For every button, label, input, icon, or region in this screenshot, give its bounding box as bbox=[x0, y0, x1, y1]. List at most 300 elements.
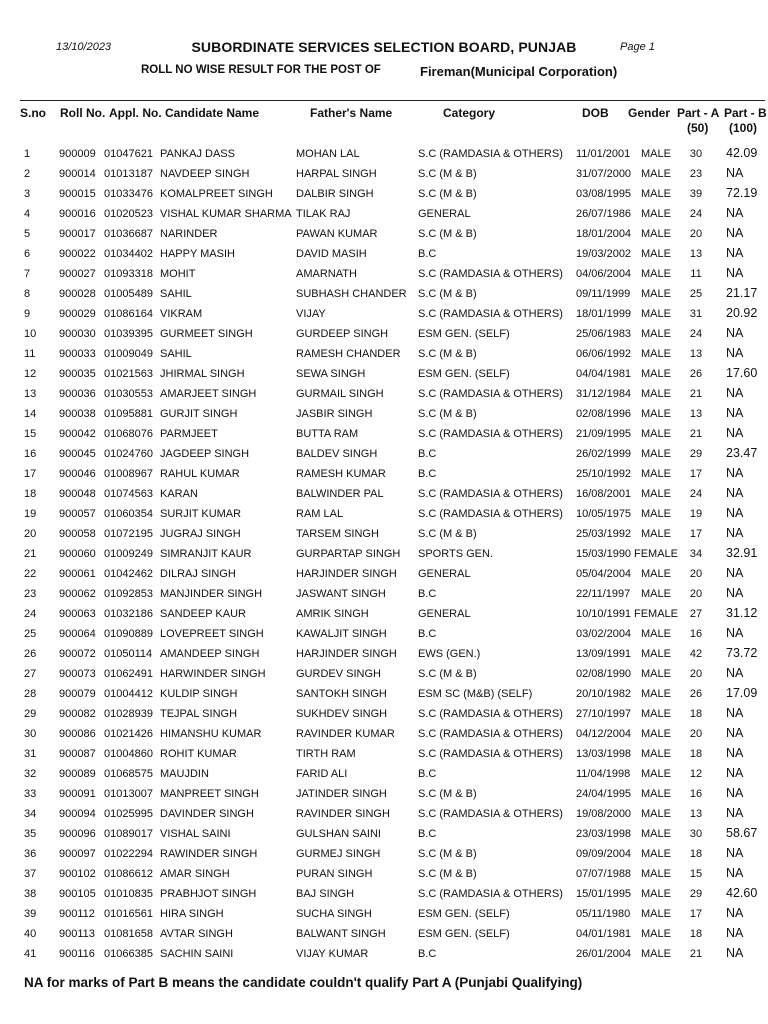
cell-roll-no: 900072 bbox=[59, 648, 96, 660]
cell-dob: 04/01/1981 bbox=[576, 928, 632, 940]
cell-appl-no: 01081658 bbox=[104, 928, 153, 940]
cell-category: EWS (GEN.) bbox=[418, 648, 481, 660]
cell-dob: 11/04/1998 bbox=[576, 768, 631, 780]
table-row bbox=[0, 425, 768, 445]
cell-dob: 11/01/2001 bbox=[576, 148, 631, 160]
cell-candidate-name: SACHIN SAINI bbox=[160, 948, 234, 960]
cell-category: B.C bbox=[418, 948, 437, 960]
cell-gender: MALE bbox=[641, 348, 671, 360]
cell-sno: 41 bbox=[24, 948, 37, 960]
cell-roll-no: 900094 bbox=[59, 808, 96, 820]
cell-father-name: BAJ SINGH bbox=[296, 888, 355, 900]
cell-gender: MALE bbox=[641, 888, 671, 900]
cell-father-name: VIJAY KUMAR bbox=[296, 948, 369, 960]
cell-category: S.C (M & B) bbox=[418, 788, 477, 800]
cell-part-b: NA bbox=[726, 466, 744, 480]
table-row bbox=[0, 665, 768, 685]
cell-part-a: 30 bbox=[689, 828, 703, 840]
cell-dob: 16/08/2001 bbox=[576, 488, 632, 500]
cell-part-a: 20 bbox=[689, 568, 703, 580]
cell-father-name: FARID ALI bbox=[296, 768, 348, 780]
cell-dob: 19/08/2000 bbox=[576, 808, 632, 820]
cell-part-a: 20 bbox=[689, 668, 703, 680]
table-row bbox=[0, 385, 768, 405]
cell-part-a: 29 bbox=[689, 448, 703, 460]
cell-roll-no: 900079 bbox=[59, 688, 96, 700]
cell-appl-no: 01033476 bbox=[104, 188, 153, 200]
cell-sno: 27 bbox=[24, 668, 37, 680]
cell-part-a: 34 bbox=[689, 548, 703, 560]
cell-candidate-name: SAHIL bbox=[160, 288, 192, 300]
cell-roll-no: 900015 bbox=[59, 188, 96, 200]
cell-roll-no: 900073 bbox=[59, 668, 96, 680]
cell-part-b: 20.92 bbox=[726, 306, 758, 320]
cell-part-b: NA bbox=[726, 786, 744, 800]
cell-candidate-name: SANDEEP KAUR bbox=[160, 608, 246, 620]
cell-part-a: 17 bbox=[689, 528, 703, 540]
cell-candidate-name: DILRAJ SINGH bbox=[160, 568, 236, 580]
cell-appl-no: 01095881 bbox=[104, 408, 153, 420]
cell-roll-no: 900102 bbox=[59, 868, 96, 880]
cell-gender: MALE bbox=[641, 568, 671, 580]
cell-candidate-name: PANKAJ DASS bbox=[160, 148, 235, 160]
cell-dob: 02/08/1996 bbox=[576, 408, 632, 420]
cell-roll-no: 900064 bbox=[59, 628, 96, 640]
table-row bbox=[0, 925, 768, 945]
cell-gender: MALE bbox=[641, 408, 671, 420]
cell-father-name: GURMAIL SINGH bbox=[296, 388, 384, 400]
cell-gender: MALE bbox=[641, 268, 671, 280]
cell-part-b: NA bbox=[726, 326, 744, 340]
cell-appl-no: 01030553 bbox=[104, 388, 153, 400]
cell-roll-no: 900029 bbox=[59, 308, 96, 320]
cell-appl-no: 01066385 bbox=[104, 948, 153, 960]
cell-sno: 15 bbox=[24, 428, 37, 440]
cell-category: B.C bbox=[418, 628, 437, 640]
cell-part-a: 13 bbox=[689, 808, 703, 820]
post-name: Fireman(Municipal Corporation) bbox=[420, 64, 618, 79]
table-row bbox=[0, 865, 768, 885]
cell-category: B.C bbox=[418, 828, 437, 840]
cell-father-name: HARPAL SINGH bbox=[296, 168, 377, 180]
cell-category: ESM GEN. (SELF) bbox=[418, 328, 510, 340]
cell-part-b: 23.47 bbox=[726, 446, 758, 460]
col-appl: Appl. No. bbox=[109, 106, 162, 120]
cell-sno: 38 bbox=[24, 888, 37, 900]
cell-part-b: 42.09 bbox=[726, 146, 758, 160]
cell-category: ESM GEN. (SELF) bbox=[418, 368, 510, 380]
cell-dob: 04/12/2004 bbox=[576, 728, 632, 740]
cell-dob: 18/01/1999 bbox=[576, 308, 632, 320]
cell-appl-no: 01013187 bbox=[104, 168, 153, 180]
cell-category: B.C bbox=[418, 248, 437, 260]
cell-candidate-name: AMARJEET SINGH bbox=[160, 388, 257, 400]
cell-category: GENERAL bbox=[418, 208, 471, 220]
cell-father-name: SANTOKH SINGH bbox=[296, 688, 387, 700]
cell-father-name: RAM LAL bbox=[296, 508, 344, 520]
result-subtitle: ROLL NO WISE RESULT FOR THE POST OF bbox=[141, 64, 381, 76]
cell-part-a: 26 bbox=[689, 368, 703, 380]
cell-sno: 9 bbox=[24, 308, 31, 320]
cell-appl-no: 01034402 bbox=[104, 248, 153, 260]
cell-dob: 09/09/2004 bbox=[576, 848, 632, 860]
cell-gender: MALE bbox=[641, 788, 671, 800]
cell-part-b: NA bbox=[726, 806, 744, 820]
cell-sno: 26 bbox=[24, 648, 37, 660]
result-table bbox=[0, 145, 768, 965]
cell-category: S.C (RAMDASIA & OTHERS) bbox=[418, 728, 563, 740]
cell-appl-no: 01025995 bbox=[104, 808, 153, 820]
cell-category: S.C (RAMDASIA & OTHERS) bbox=[418, 268, 563, 280]
cell-candidate-name: HAPPY MASIH bbox=[160, 248, 235, 260]
cell-father-name: BUTTA RAM bbox=[296, 428, 359, 440]
cell-category: B.C bbox=[418, 448, 437, 460]
cell-candidate-name: MANPREET SINGH bbox=[160, 788, 259, 800]
cell-father-name: GULSHAN SAINI bbox=[296, 828, 381, 840]
col-category: Category bbox=[443, 106, 496, 120]
cell-appl-no: 01020523 bbox=[104, 208, 153, 220]
cell-part-a: 27 bbox=[689, 608, 703, 620]
cell-roll-no: 900063 bbox=[59, 608, 96, 620]
cell-roll-no: 900038 bbox=[59, 408, 96, 420]
cell-appl-no: 01032186 bbox=[104, 608, 153, 620]
cell-dob: 10/10/1991 bbox=[576, 608, 632, 620]
cell-part-a: 11 bbox=[690, 268, 702, 280]
table-row bbox=[0, 845, 768, 865]
cell-roll-no: 900057 bbox=[59, 508, 96, 520]
cell-gender: MALE bbox=[641, 748, 671, 760]
cell-dob: 31/07/2000 bbox=[576, 168, 632, 180]
cell-candidate-name: KOMALPREET SINGH bbox=[160, 188, 273, 200]
cell-part-a: 20 bbox=[689, 228, 703, 240]
cell-part-a: 21 bbox=[689, 388, 703, 400]
cell-dob: 25/10/1992 bbox=[576, 468, 632, 480]
cell-category: S.C (RAMDASIA & OTHERS) bbox=[418, 808, 563, 820]
cell-sno: 36 bbox=[24, 848, 37, 860]
cell-category: GENERAL bbox=[418, 568, 471, 580]
cell-roll-no: 900082 bbox=[59, 708, 96, 720]
cell-father-name: DAVID MASIH bbox=[296, 248, 367, 260]
cell-part-b: NA bbox=[726, 946, 744, 960]
cell-gender: MALE bbox=[641, 688, 671, 700]
cell-gender: MALE bbox=[641, 428, 671, 440]
cell-father-name: JASBIR SINGH bbox=[296, 408, 373, 420]
table-row bbox=[0, 585, 768, 605]
col-gender: Gender bbox=[628, 106, 671, 120]
cell-gender: MALE bbox=[641, 288, 671, 300]
cell-part-b: NA bbox=[726, 626, 744, 640]
cell-part-a: 21 bbox=[689, 948, 703, 960]
cell-appl-no: 01004860 bbox=[104, 748, 153, 760]
cell-roll-no: 900058 bbox=[59, 528, 96, 540]
table-row bbox=[0, 905, 768, 925]
cell-appl-no: 01068076 bbox=[104, 428, 153, 440]
cell-appl-no: 01068575 bbox=[104, 768, 153, 780]
header-rule bbox=[20, 100, 765, 101]
cell-appl-no: 01050114 bbox=[104, 648, 153, 660]
cell-candidate-name: SAHIL bbox=[160, 348, 192, 360]
cell-candidate-name: RAHUL KUMAR bbox=[160, 468, 240, 480]
cell-category: S.C (RAMDASIA & OTHERS) bbox=[418, 508, 563, 520]
cell-roll-no: 900112 bbox=[59, 908, 95, 920]
table-row bbox=[0, 165, 768, 185]
cell-part-a: 21 bbox=[689, 428, 703, 440]
cell-appl-no: 01016561 bbox=[104, 908, 153, 920]
cell-father-name: PURAN SINGH bbox=[296, 868, 373, 880]
cell-roll-no: 900022 bbox=[59, 248, 96, 260]
table-row bbox=[0, 265, 768, 285]
cell-part-b: NA bbox=[726, 866, 744, 880]
cell-father-name: TIRTH RAM bbox=[296, 748, 356, 760]
cell-roll-no: 900030 bbox=[59, 328, 96, 340]
cell-dob: 03/02/2004 bbox=[576, 628, 632, 640]
cell-appl-no: 01009049 bbox=[104, 348, 153, 360]
cell-father-name: VIJAY bbox=[296, 308, 326, 320]
cell-roll-no: 900036 bbox=[59, 388, 96, 400]
cell-category: S.C (RAMDASIA & OTHERS) bbox=[418, 428, 563, 440]
cell-part-b: NA bbox=[726, 846, 744, 860]
cell-gender: MALE bbox=[641, 488, 671, 500]
cell-part-a: 24 bbox=[689, 208, 703, 220]
cell-appl-no: 01021426 bbox=[104, 728, 153, 740]
cell-candidate-name: ROHIT KUMAR bbox=[160, 748, 237, 760]
cell-dob: 05/04/2004 bbox=[576, 568, 632, 580]
cell-sno: 3 bbox=[24, 188, 31, 200]
cell-candidate-name: LOVEPREET SINGH bbox=[160, 628, 264, 640]
cell-gender: MALE bbox=[641, 188, 671, 200]
cell-candidate-name: GURMEET SINGH bbox=[160, 328, 253, 340]
cell-father-name: BALDEV SINGH bbox=[296, 448, 378, 460]
cell-candidate-name: HIRA SINGH bbox=[160, 908, 224, 920]
cell-category: GENERAL bbox=[418, 608, 471, 620]
cell-part-b: NA bbox=[726, 526, 744, 540]
cell-appl-no: 01060354 bbox=[104, 508, 153, 520]
cell-dob: 04/06/2004 bbox=[576, 268, 632, 280]
cell-part-a: 16 bbox=[689, 788, 703, 800]
footnote: NA for marks of Part B means the candidate couldn't qualify Part A (Punjabi Qualifying) bbox=[24, 975, 583, 990]
cell-part-b: 17.09 bbox=[726, 686, 758, 700]
cell-appl-no: 01089017 bbox=[104, 828, 153, 840]
col-part-a-max: (50) bbox=[687, 121, 709, 135]
cell-gender: MALE bbox=[641, 808, 671, 820]
cell-dob: 09/11/1999 bbox=[576, 288, 631, 300]
cell-appl-no: 01074563 bbox=[104, 488, 153, 500]
cell-candidate-name: KARAN bbox=[160, 488, 198, 500]
cell-gender: MALE bbox=[641, 168, 671, 180]
cell-father-name: TILAK RAJ bbox=[296, 208, 351, 220]
cell-part-b: NA bbox=[726, 666, 744, 680]
cell-gender: MALE bbox=[641, 328, 671, 340]
cell-sno: 33 bbox=[24, 788, 37, 800]
cell-sno: 37 bbox=[24, 868, 37, 880]
cell-candidate-name: SIMRANJIT KAUR bbox=[160, 548, 252, 560]
table-row bbox=[0, 285, 768, 305]
cell-dob: 02/08/1990 bbox=[576, 668, 632, 680]
cell-roll-no: 900014 bbox=[59, 168, 96, 180]
cell-roll-no: 900105 bbox=[59, 888, 96, 900]
cell-father-name: HARJINDER SINGH bbox=[296, 648, 397, 660]
cell-father-name: GURMEJ SINGH bbox=[296, 848, 381, 860]
cell-part-a: 39 bbox=[689, 188, 703, 200]
cell-roll-no: 900091 bbox=[59, 788, 96, 800]
cell-category: S.C (RAMDASIA & OTHERS) bbox=[418, 888, 563, 900]
cell-dob: 04/04/1981 bbox=[576, 368, 632, 380]
cell-father-name: RAMESH CHANDER bbox=[296, 348, 401, 360]
table-row bbox=[0, 885, 768, 905]
table-row bbox=[0, 805, 768, 825]
board-title: SUBORDINATE SERVICES SELECTION BOARD, PUNJAB bbox=[191, 39, 577, 55]
cell-gender: MALE bbox=[641, 768, 671, 780]
cell-part-b: NA bbox=[726, 766, 744, 780]
cell-category: S.C (M & B) bbox=[418, 668, 477, 680]
table-row bbox=[0, 305, 768, 325]
cell-part-a: 13 bbox=[689, 408, 703, 420]
cell-appl-no: 01009249 bbox=[104, 548, 153, 560]
cell-roll-no: 900060 bbox=[59, 548, 96, 560]
cell-category: S.C (RAMDASIA & OTHERS) bbox=[418, 748, 563, 760]
cell-roll-no: 900027 bbox=[59, 268, 96, 280]
cell-roll-no: 900062 bbox=[59, 588, 96, 600]
cell-gender: MALE bbox=[641, 208, 671, 220]
cell-father-name: JATINDER SINGH bbox=[296, 788, 387, 800]
col-part-b: Part - B bbox=[724, 106, 767, 120]
cell-gender: MALE bbox=[641, 308, 671, 320]
cell-part-b: NA bbox=[726, 726, 744, 740]
cell-dob: 25/06/1983 bbox=[576, 328, 632, 340]
cell-candidate-name: VISHAL KUMAR SHARMA bbox=[160, 208, 292, 220]
cell-part-b: NA bbox=[726, 266, 744, 280]
cell-part-a: 17 bbox=[689, 468, 703, 480]
cell-dob: 15/03/1990 bbox=[576, 548, 632, 560]
cell-part-b: 72.19 bbox=[726, 186, 758, 200]
table-row bbox=[0, 405, 768, 425]
cell-candidate-name: AMAR SINGH bbox=[160, 868, 230, 880]
cell-part-a: 19 bbox=[689, 508, 703, 520]
cell-category: S.C (M & B) bbox=[418, 168, 477, 180]
table-row bbox=[0, 625, 768, 645]
col-father: Father's Name bbox=[310, 106, 393, 120]
table-row bbox=[0, 605, 768, 625]
cell-part-b: NA bbox=[726, 706, 744, 720]
cell-gender: FEMALE bbox=[633, 548, 678, 560]
cell-category: S.C (M & B) bbox=[418, 408, 477, 420]
cell-candidate-name: AVTAR SINGH bbox=[160, 928, 233, 940]
cell-part-b: NA bbox=[726, 226, 744, 240]
cell-part-a: 24 bbox=[689, 328, 703, 340]
cell-part-b: NA bbox=[726, 486, 744, 500]
cell-part-a: 13 bbox=[689, 248, 703, 260]
cell-father-name: DALBIR SINGH bbox=[296, 188, 374, 200]
table-row bbox=[0, 765, 768, 785]
cell-father-name: RAVINDER SINGH bbox=[296, 808, 390, 820]
cell-category: ESM GEN. (SELF) bbox=[418, 928, 510, 940]
cell-dob: 06/06/1992 bbox=[576, 348, 632, 360]
cell-appl-no: 01024760 bbox=[104, 448, 153, 460]
cell-gender: MALE bbox=[641, 728, 671, 740]
cell-gender: MALE bbox=[641, 668, 671, 680]
cell-part-b: 73.72 bbox=[726, 646, 758, 660]
cell-sno: 23 bbox=[24, 588, 37, 600]
cell-sno: 10 bbox=[24, 328, 37, 340]
cell-father-name: TARSEM SINGH bbox=[296, 528, 379, 540]
cell-gender: MALE bbox=[641, 908, 671, 920]
cell-category: S.C (RAMDASIA & OTHERS) bbox=[418, 488, 563, 500]
cell-appl-no: 01062491 bbox=[104, 668, 153, 680]
cell-roll-no: 900017 bbox=[59, 228, 96, 240]
cell-sno: 32 bbox=[24, 768, 37, 780]
cell-appl-no: 01092853 bbox=[104, 588, 153, 600]
cell-gender: MALE bbox=[641, 368, 671, 380]
cell-part-b: NA bbox=[726, 746, 744, 760]
cell-part-a: 18 bbox=[689, 848, 703, 860]
cell-part-a: 24 bbox=[689, 488, 703, 500]
cell-roll-no: 900089 bbox=[59, 768, 96, 780]
cell-part-b: NA bbox=[726, 246, 744, 260]
cell-part-b: NA bbox=[726, 206, 744, 220]
cell-roll-no: 900016 bbox=[59, 208, 96, 220]
cell-part-b: NA bbox=[726, 166, 744, 180]
cell-candidate-name: TEJPAL SINGH bbox=[160, 708, 238, 720]
cell-appl-no: 01010835 bbox=[104, 888, 153, 900]
cell-sno: 2 bbox=[24, 168, 31, 180]
col-part-a: Part - A bbox=[677, 106, 720, 120]
cell-gender: MALE bbox=[641, 248, 671, 260]
cell-roll-no: 900097 bbox=[59, 848, 96, 860]
cell-dob: 13/09/1991 bbox=[576, 648, 632, 660]
cell-part-a: 18 bbox=[689, 708, 703, 720]
cell-father-name: SUKHDEV SINGH bbox=[296, 708, 388, 720]
cell-appl-no: 01036687 bbox=[104, 228, 153, 240]
cell-father-name: AMRIK SINGH bbox=[296, 608, 369, 620]
cell-dob: 24/04/1995 bbox=[576, 788, 632, 800]
cell-sno: 5 bbox=[24, 228, 31, 240]
cell-dob: 31/12/1984 bbox=[576, 388, 632, 400]
table-row bbox=[0, 345, 768, 365]
cell-part-b: 21.17 bbox=[726, 286, 758, 300]
table-row bbox=[0, 785, 768, 805]
cell-father-name: AMARNATH bbox=[296, 268, 357, 280]
cell-part-b: NA bbox=[726, 346, 744, 360]
cell-category: S.C (RAMDASIA & OTHERS) bbox=[418, 148, 563, 160]
cell-dob: 26/02/1999 bbox=[576, 448, 632, 460]
cell-candidate-name: JAGDEEP SINGH bbox=[160, 448, 250, 460]
cell-part-b: NA bbox=[726, 406, 744, 420]
cell-roll-no: 900046 bbox=[59, 468, 96, 480]
cell-part-b: NA bbox=[726, 906, 744, 920]
cell-candidate-name: GURJIT SINGH bbox=[160, 408, 238, 420]
cell-dob: 07/07/1988 bbox=[576, 868, 632, 880]
cell-candidate-name: PRABHJOT SINGH bbox=[160, 888, 257, 900]
cell-appl-no: 01086164 bbox=[104, 308, 153, 320]
cell-part-a: 20 bbox=[689, 588, 703, 600]
cell-roll-no: 900042 bbox=[59, 428, 96, 440]
cell-father-name: BALWINDER PAL bbox=[296, 488, 384, 500]
cell-roll-no: 900028 bbox=[59, 288, 96, 300]
cell-gender: MALE bbox=[641, 228, 671, 240]
cell-roll-no: 900113 bbox=[59, 928, 95, 940]
cell-sno: 8 bbox=[24, 288, 31, 300]
cell-gender: MALE bbox=[641, 648, 671, 660]
cell-dob: 13/03/1998 bbox=[576, 748, 632, 760]
cell-part-b: 32.91 bbox=[726, 546, 758, 560]
cell-father-name: RAVINDER KUMAR bbox=[296, 728, 395, 740]
table-row bbox=[0, 685, 768, 705]
cell-sno: 24 bbox=[24, 608, 37, 620]
cell-father-name: BALWANT SINGH bbox=[296, 928, 386, 940]
cell-part-b: NA bbox=[726, 566, 744, 580]
cell-sno: 31 bbox=[24, 748, 37, 760]
report-date: 13/10/2023 bbox=[56, 41, 112, 53]
